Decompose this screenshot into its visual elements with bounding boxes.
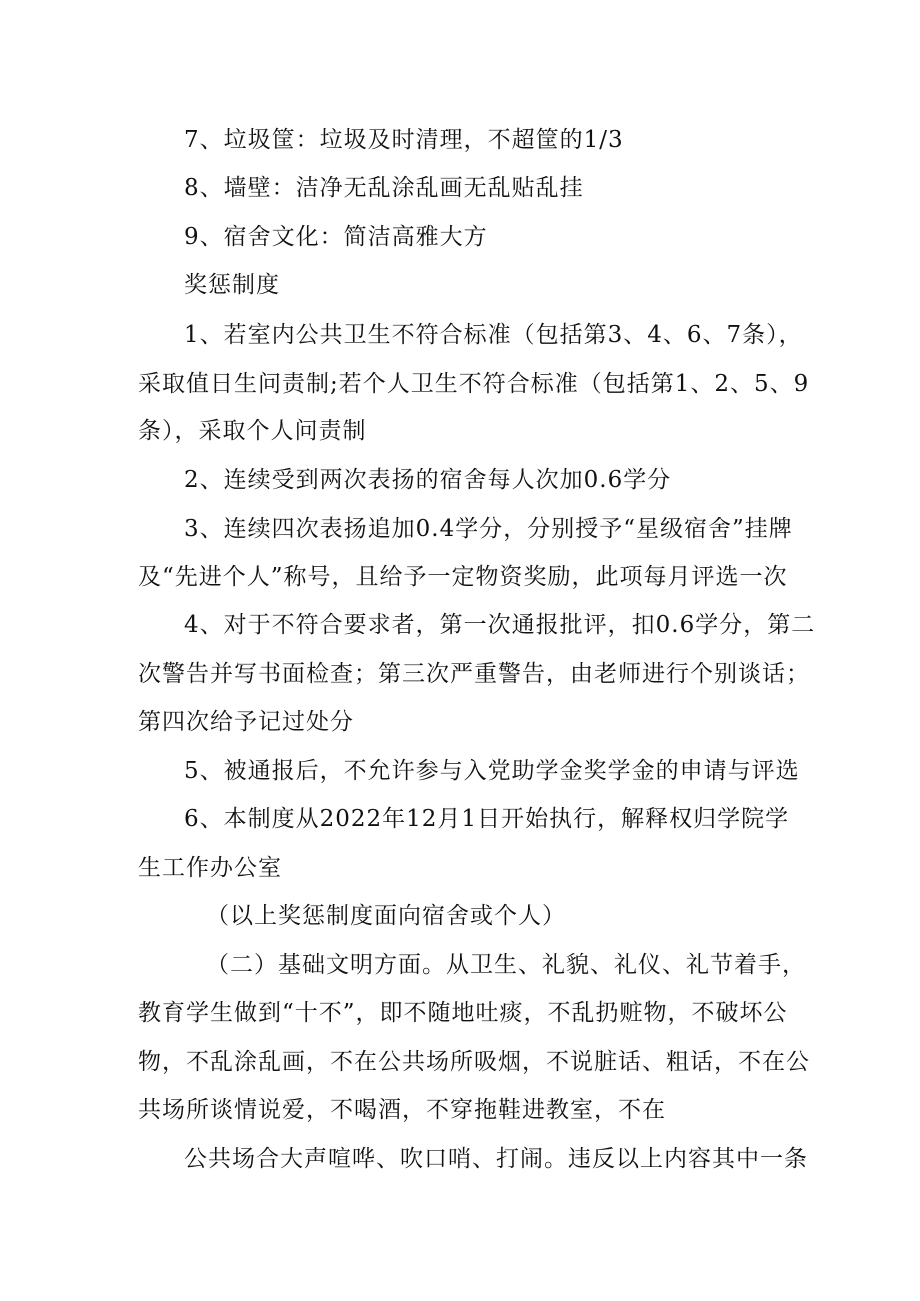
civility-line-2: 教育学生做到“十不”，即不随地吐痰，不乱扔赃物，不破坏公 xyxy=(138,1000,788,1026)
rule-1-line-3: 条），采取个人问责制 xyxy=(138,418,367,444)
rule-4-line-3: 第四次给予记过处分 xyxy=(138,709,354,735)
civility-line-1: （二）基础文明方面。从卫生、礼貌、礼仪、礼节着手， xyxy=(206,952,806,978)
item-trash-basket: 7、垃圾筐：垃圾及时清理，不超筐的1/3 xyxy=(184,127,624,153)
rule-5: 5、被通报后，不允许参与入党助学金奖学金的申请与评选 xyxy=(184,758,800,784)
rule-6-line-2: 生工作办公室 xyxy=(138,855,282,881)
rule-4-line-2: 次警告并写书面检查；第三次严重警告，由老师进行个别谈话； xyxy=(138,661,810,687)
civility-line-5: 公共场合大声喧哗、吹口哨、打闹。违反以上内容其中一条 xyxy=(184,1146,808,1172)
scope-note: （以上奖惩制度面向宿舍或个人） xyxy=(206,903,566,929)
section-title-rewards-penalties: 奖惩制度 xyxy=(184,272,280,298)
rule-1-line-1: 1、若室内公共卫生不符合标准（包括第3、4、6、7条）， xyxy=(184,322,803,348)
rule-1-line-2: 采取值日生问责制;若个人卫生不符合标准（包括第1、2、5、9 xyxy=(138,371,810,397)
rule-6-line-1: 6、本制度从2022年12月1日开始执行，解释权归学院学 xyxy=(184,806,790,832)
item-wall: 8、墙壁：洁净无乱涂乱画无乱贴乱挂 xyxy=(184,175,584,201)
civility-line-3: 物，不乱涂乱画，不在公共场所吸烟，不说脏话、粗话，不在公 xyxy=(138,1049,810,1075)
rule-3-line-1: 3、连续四次表扬追加0.4学分，分别授予“星级宿舍”挂牌 xyxy=(184,516,793,542)
rule-3-line-2: 及“先进个人”称号，且给予一定物资奖励，此项每月评选一次 xyxy=(138,564,788,590)
item-dorm-culture: 9、宿舍文化：简洁高雅大方 xyxy=(184,224,488,250)
rule-2: 2、连续受到两次表扬的宿舍每人次加0.6学分 xyxy=(184,467,672,493)
rule-4-line-1: 4、对于不符合要求者，第一次通报批评，扣0.6学分，第二 xyxy=(184,612,816,638)
civility-line-4: 共场所谈情说爱，不喝酒，不穿拖鞋进教室，不在 xyxy=(138,1097,666,1123)
